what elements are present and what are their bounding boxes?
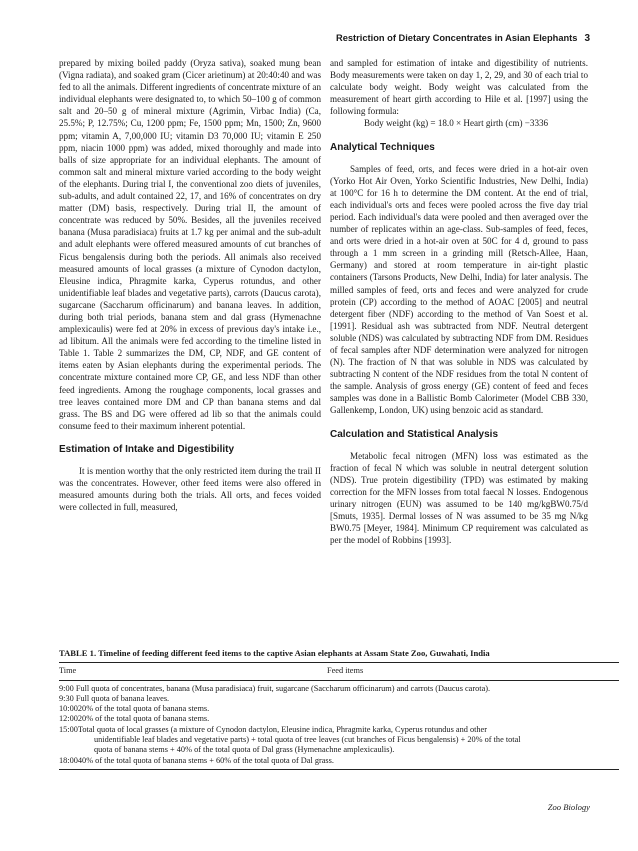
- table-header: [59, 663, 619, 679]
- left-column: [59, 57, 321, 513]
- table-row: 9:00 Full quota of concentrates, banana (Musa paradisiaca) fruit, sugarcane (Saccharum officinarum) and carrots (Daucus carota).: [59, 683, 491, 693]
- paragraph: and sampled for estimation of intake and digestibility of nutrients. Body measurements were taken on day 1, 2, 29, and 30 of each trial to calculate body weight. Body weight was calculated from the measurement of heart girth according to Hile et al. [1997] using the following formula:: [330, 58, 588, 117]
- table-row: 18:0040% of the total quota of banana stems + 60% of the total quota of Dal grass.: [59, 755, 334, 765]
- section-heading: Estimation of Intake and Digestibility: [59, 443, 235, 455]
- journal-footer: Zoo Biology: [547, 802, 590, 812]
- table-row-line: quota of banana stems + 40% of the total quota of Dal grass (Hymenachne amplexicaulis).: [94, 745, 395, 755]
- table-caption: TABLE 1. Timeline of feeding different feed items to the captive Asian elephants at Assam State Zoo, Guwahati, India: [59, 648, 490, 658]
- table-row: 12:0020% of the total quota of banana stems.: [59, 714, 210, 724]
- running-header: [336, 33, 590, 44]
- column-header-feed-items: Feed items: [327, 666, 364, 676]
- table-row: 9:30 Full quota of banana leaves.: [59, 693, 170, 703]
- table-row-line: 15:00Total quota of local grasses (a mixture of Cynodon dactylon, Eleusine indica, Phragmite karka, Cyperus rotundus and other: [59, 724, 487, 734]
- paragraph: Samples of feed, orts, and feces were dried in a hot-air oven (Yorko Hot Air Oven, Yorko Scientific Industries, New Delhi, India) at 100°C for 16 h to determine the DM content. At the end of trial, each individual's orts and feces were pooled across the five day trial period. Each individual's data were pooled and then averaged over the number of replicates within an age-class. Sub-samples of feed, feces, and orts were dried in a hot-air oven at 50C for 4 d, ground to pass through a 1 mm screen in a grinding mill (Retsch-Allee, Haan, Germany) and stored at room temperature in air-tight plastic containers (Tarsons Products, New Delhi, India) for later analysis. The milled samples of feed, orts and feces and were analyzed for crude protein (CP) according to the method of AOAC [2005] and neutral detergent fiber (NDF) according to the method of Van Soest et al. [1991]. Residual ash was subtracted from NDF. Neutral detergent soluble (NDS) was calculated by subtracting NDF from DM. Residues of fecal samples after NDF determination were analyzed for nitrogen (N). The fraction of N that was soluble in NDS was calculated by subtracting N content of the NDF residues from the total N content of the sample. Analysis of gross energy (GE) content of feed and feces samples was done in a Ballistic Bomb Calorimeter (Model CBB 330, Gallenkemp, London, UK) using benzoic acid as standard.: [330, 163, 588, 416]
- paragraph: It is mention worthy that the only restricted item during the trail II was the concentrates. However, other feed items were also offered in measured amounts during both the trials. All orts, and feces voided were collected in full, measured,: [59, 465, 321, 513]
- table-row: [59, 725, 619, 756]
- table-body: [59, 681, 619, 769]
- page-number: 3: [584, 33, 590, 44]
- section-heading: Analytical Techniques: [330, 141, 435, 153]
- formula: Body weight (kg) = 18.0 × Heart girth (cm) −3336: [364, 118, 549, 129]
- table-rule-bottom: [59, 769, 619, 770]
- paragraph: Metabolic fecal nitrogen (MFN) loss was estimated as the fraction of fecal N which was soluble in neutral detergent solution (NDS). True protein digestibility (TPD) was estimated by making correction for the MFN losses from total faecal N losses. Endogenous urinary nitrogen (EUN) was assumed to be 140 mg/kgBW0.75/d [Smuts, 1935]. Dermal losses of N was assumed to be 35 mg N/kg BW0.75 [Meyer, 1984]. Minimum CP requirement was calculated as per the model of Robbins [1993].: [330, 450, 588, 546]
- paragraph: prepared by mixing boiled paddy (Oryza sativa), soaked mung bean (Vigna radiata), and soaked gram (Cicer arietinum) at 20:40:40 and was fed to all the animals. Different ingredients of concentrate mixture of an individual elephants were designated to, to which 50–100 g of common salt and 20–50 g of mineral mixture (Agrimin, Virbac India) (Ca, 25.5%; P, 12.75%; Cu, 1200 ppm; Fe, 1500 ppm; Mn, 1500; Zn, 9600 ppm; vitamin A, 7,00,000 IU; vitamin D3 70,000 IU; vitamin E 250 ppm, niacin 1000 ppm) was added, mixed thoroughly and made into balls of size appropriate for an individual elephants. The amount of common salt and mineral mixture varied according to the body weight of the elephants. During trial I, the conventional zoo diets of juveniles, sub-adults, and adult contained 22, 17, and 16% of concentrates on dry matter (DM) basis, respectively. During trial II, the amount of concentrate was reduced by 50%. Besides, all the juveniles received banana (Musa paradisiaca) fruits at 1.7 kg per animal and the sub-adult and adult elephants were offered measured amounts of cut branches of Ficus bengalensis during both the periods. All animals also received measured amounts of local grasses (a mixture of Cynodon dactylon, Eleusine indica, Phragmite karka, Cyperus rotundus, and other unidentifiable leaf blades and vegetative parts), carrots (Daucus carota), sugarcane (Saccharum officinarum) and banana leaves. In addition, during both trial periods, banana stem and dal grass (Hymenachne amplexicaulis) were fed at 20% in excess of previous day's intake i.e., ad libitum. All the animals were fed according to the timeline listed in Table 1. Table 2 summarizes the DM, CP, NDF, and GE content of items eaten by Asian elephants during the experimental periods. The concentrate mixture contained more CP, GE, and less NDF than other feed ingredients. Among the roughage components, local grasses and tree leaves contained more DM and CP than banana stems and dal grass. The BS and DG were offered ad lib so that the animals could consume feed to their maximum inherent potential.: [59, 58, 321, 431]
- table-row-line: unidentifiable leaf blades and vegetative parts) + total quota of tree leaves (cut branches of Ficus bengalensis) + 20% of the total: [94, 735, 521, 745]
- table-1: [59, 648, 619, 770]
- section-heading: Calculation and Statistical Analysis: [330, 428, 499, 440]
- right-column: [330, 57, 588, 546]
- table-row: 10:0020% of the total quota of banana stems.: [59, 704, 210, 714]
- running-title: Restriction of Dietary Concentrates in Asian Elephants: [336, 33, 578, 43]
- column-header-time: Time: [59, 666, 77, 676]
